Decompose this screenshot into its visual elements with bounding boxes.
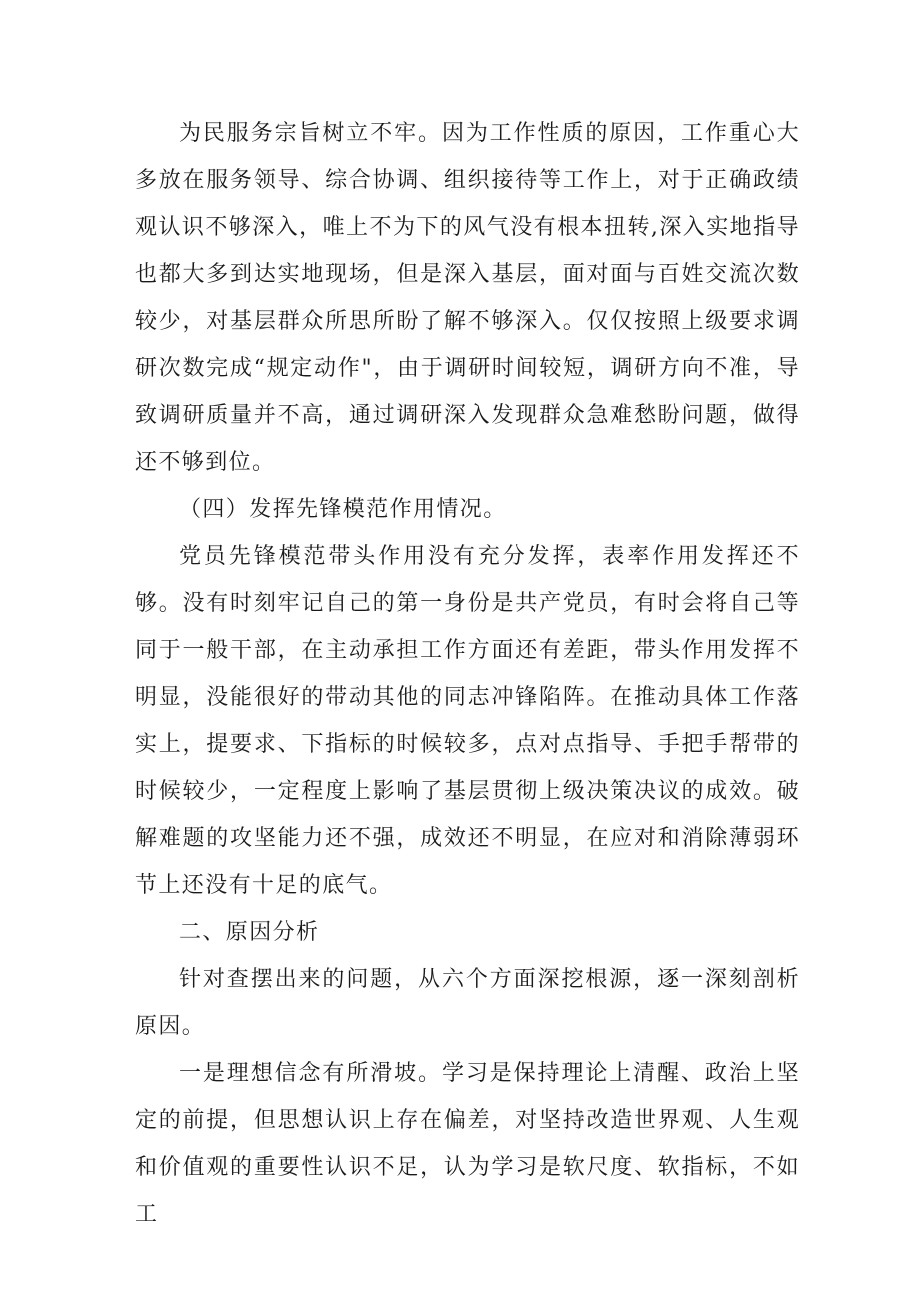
section-heading-cause-analysis: 二、原因分析 xyxy=(179,920,320,945)
paragraph-vanguard-role: 党员先锋模范带头作用没有充分发挥，表率作用发挥还不够。没有时刻牢记自己的第一身份是共产党员，有时会将自己等同于一般干部，在主动承担工作方面还有差距，带头作用发挥不明显，没能很好的带动其他的同志冲锋陷阵。在推动具体工作落实上，提要求、下指标的时候较多，点对点指导、手把手帮带的时候较少，一定程度上影响了基层贯彻上级决策决议的成效。破解难题的攻坚能力还不强，成效还不明显，在应对和消除薄弱环节上还没有十足的底气。 xyxy=(135,544,800,898)
paragraph-service-purpose: 为民服务宗旨树立不牢。因为工作性质的原因，工作重心大多放在服务领导、综合协调、组织接待等工作上，对于正确政绩观认识不够深入，唯上不为下的风气没有根本扭转,深入实地指导也都大多到达实地现场，但是深入基层，面对面与百姓交流次数较少，对基层群众所思所盼了解不够深入。仅仅按照上级要求调研次数完成“规定动作"，由于调研时间较短，调研方向不准，导致调研质量并不高，通过调研深入发现群众急难愁盼问题，做得还不够到位。 xyxy=(135,121,800,475)
paragraph-cause-intro: 针对查摆出来的问题，从六个方面深挖根源，逐一深刻剖析原因。 xyxy=(135,967,800,1039)
document-body xyxy=(135,110,800,1238)
paragraph-ideals-beliefs: 一是理想信念有所滑坡。学习是保持理论上清醒、政治上坚定的前提，但思想认识上存在偏差，对坚持改造世界观、人生观和价值观的重要性认识不足，认为学习是软尺度、软指标，不如工 xyxy=(135,1061,800,1227)
section-heading-vanguard-role: （四）发挥先锋模范作用情况。 xyxy=(179,497,507,522)
